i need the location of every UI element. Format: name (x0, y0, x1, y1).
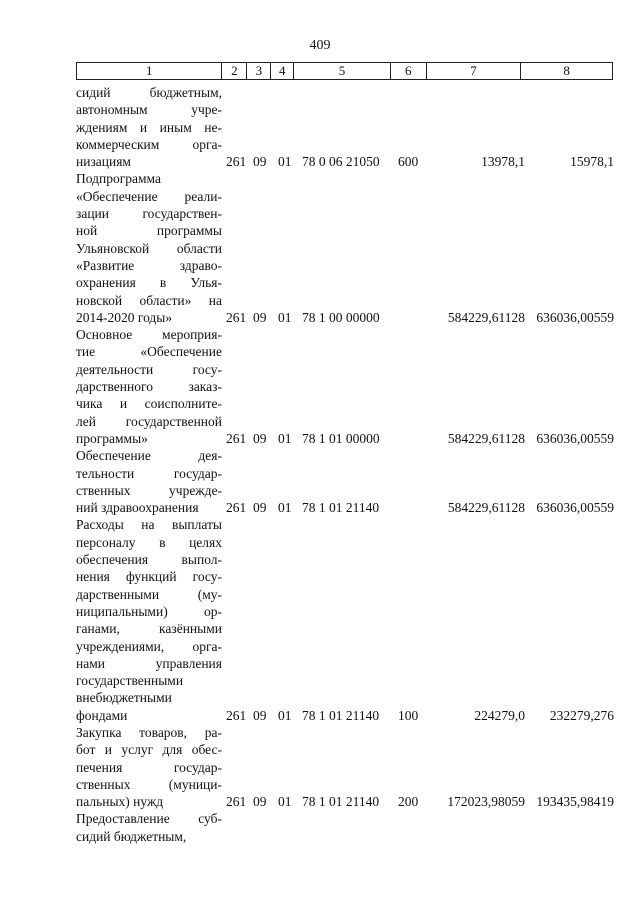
description-line: ганами, казёнными (76, 621, 222, 637)
description-line: коммерческим орга- (76, 136, 222, 152)
header-col-5: 5 (294, 63, 391, 79)
description-line: новской области» на (76, 292, 222, 308)
row-description (76, 447, 222, 516)
amount-col-8: 636036,00559 (536, 431, 614, 447)
description-line: персоналу в целях (76, 534, 222, 550)
description-line: печения государ- (76, 759, 222, 775)
subsection-code: 01 (278, 707, 292, 723)
expense-type-code: 100 (398, 707, 419, 723)
row-description (76, 724, 222, 810)
row-values (222, 707, 616, 724)
description-line: обеспечения выпол- (76, 552, 222, 568)
row-values (222, 309, 616, 326)
table-row (76, 724, 616, 810)
description-line: Подпрограмма (76, 171, 161, 187)
target-article-code: 78 1 00 00000 (302, 310, 380, 326)
amount-col-7: 172023,98059 (447, 794, 525, 810)
amount-col-7: 584229,61128 (447, 500, 525, 516)
row-description (76, 326, 222, 447)
description-line: ний здравоохранения (76, 500, 199, 516)
table-row (76, 810, 616, 845)
description-line: пальных) нужд (76, 794, 164, 810)
header-col-2: 2 (222, 63, 247, 79)
row-description (76, 810, 222, 845)
description-line: «Обеспечение реали- (76, 188, 222, 204)
row-description (76, 170, 222, 326)
subsection-code: 01 (278, 500, 292, 516)
table-row (76, 326, 616, 447)
header-col-6: 6 (391, 63, 427, 79)
chapter-code: 261 (226, 154, 247, 170)
header-col-8: 8 (563, 63, 570, 78)
description-line: деятельности госу- (76, 361, 222, 377)
description-line: ной программы (76, 223, 222, 239)
page-number: 409 (309, 38, 331, 53)
description-line: тельности государ- (76, 465, 222, 481)
amount-col-8: 15978,1 (570, 154, 614, 170)
description-line: чика и соисполните- (76, 396, 222, 412)
description-line: сидий бюджетным, (76, 828, 187, 844)
target-article-code: 78 1 01 21140 (302, 500, 380, 516)
description-line: ждениям и иным не- (76, 119, 222, 135)
amount-col-8: 636036,00559 (536, 310, 614, 326)
description-line: учреждениями, орга- (76, 638, 222, 654)
description-line: нения функций госу- (76, 569, 222, 585)
subsection-code: 01 (278, 794, 292, 810)
target-article-code: 78 0 06 21050 (302, 154, 380, 170)
description-line: 2014-2020 годы» (76, 309, 173, 325)
table-row (76, 84, 616, 170)
table-body (76, 84, 616, 845)
section-code: 09 (253, 310, 267, 326)
amount-col-7: 224279,0 (474, 707, 525, 723)
description-line: зации государствен- (76, 206, 222, 222)
amount-col-7: 584229,61128 (447, 310, 525, 326)
description-line: дарственного заказ- (76, 379, 222, 395)
description-line: Обеспечение дея- (76, 448, 222, 464)
row-values (222, 430, 616, 447)
amount-col-7: 13978,1 (481, 154, 525, 170)
description-line: ниципальными) ор- (76, 603, 222, 619)
table-row (76, 170, 616, 326)
description-line: охранения в Улья- (76, 275, 222, 291)
description-line: автономным учре- (76, 102, 222, 118)
table-row (76, 516, 616, 724)
header-col-4: 4 (271, 63, 294, 79)
section-code: 09 (253, 154, 267, 170)
row-description (76, 84, 222, 170)
description-line: сидий бюджетным, (76, 85, 222, 100)
description-line: лей государственной (76, 413, 222, 429)
chapter-code: 261 (226, 794, 247, 810)
section-code: 09 (253, 794, 267, 810)
chapter-code: 261 (226, 431, 247, 447)
subsection-code: 01 (278, 154, 292, 170)
header-col-1: 1 (77, 63, 222, 79)
section-code: 09 (253, 500, 267, 516)
subsection-code: 01 (278, 310, 292, 326)
amount-col-7: 584229,61128 (447, 431, 525, 447)
row-values (222, 499, 616, 516)
target-article-code: 78 1 01 00000 (302, 431, 380, 447)
description-line: бот и услуг для обес- (76, 742, 222, 758)
amount-col-8: 636036,00559 (536, 500, 614, 516)
chapter-code: 261 (226, 310, 247, 326)
chapter-code: 261 (226, 707, 247, 723)
chapter-code: 261 (226, 500, 247, 516)
description-line: нами управления (76, 655, 222, 671)
target-article-code: 78 1 01 21140 (302, 794, 380, 810)
amount-col-8: 232279,276 (549, 707, 614, 723)
target-article-code: 78 1 01 21140 (302, 707, 380, 723)
table-row (76, 447, 616, 516)
row-values (222, 793, 616, 810)
section-code: 09 (253, 431, 267, 447)
row-description (76, 516, 222, 724)
section-code: 09 (253, 707, 267, 723)
header-col-7: 7 (427, 63, 522, 79)
description-line: государственными (76, 673, 184, 689)
description-line: программы» (76, 430, 148, 446)
description-line: Закупка товаров, ра- (76, 724, 222, 740)
description-line: фондами (76, 707, 128, 723)
description-line: Ульяновской области (76, 240, 222, 256)
description-line: ственных (муници- (76, 776, 222, 792)
description-line: Основное мероприя- (76, 327, 222, 343)
amount-col-8: 193435,98419 (536, 794, 614, 810)
row-values (222, 153, 616, 170)
description-line: внебюджетными (76, 690, 172, 706)
header-col-3: 3 (247, 63, 271, 79)
description-line: «Развитие здраво- (76, 257, 222, 273)
expense-type-code: 200 (398, 794, 419, 810)
description-line: тие «Обеспечение (76, 344, 222, 360)
row-values (222, 828, 616, 845)
description-line: Предоставление суб- (76, 811, 222, 827)
description-line: дарственными (му- (76, 586, 222, 602)
expense-type-code: 600 (398, 154, 419, 170)
description-line: Расходы на выплаты (76, 517, 222, 533)
subsection-code: 01 (278, 431, 292, 447)
description-line: ственных учрежде- (76, 482, 222, 498)
table-header-row (76, 62, 613, 80)
description-line: низациям (76, 154, 131, 170)
